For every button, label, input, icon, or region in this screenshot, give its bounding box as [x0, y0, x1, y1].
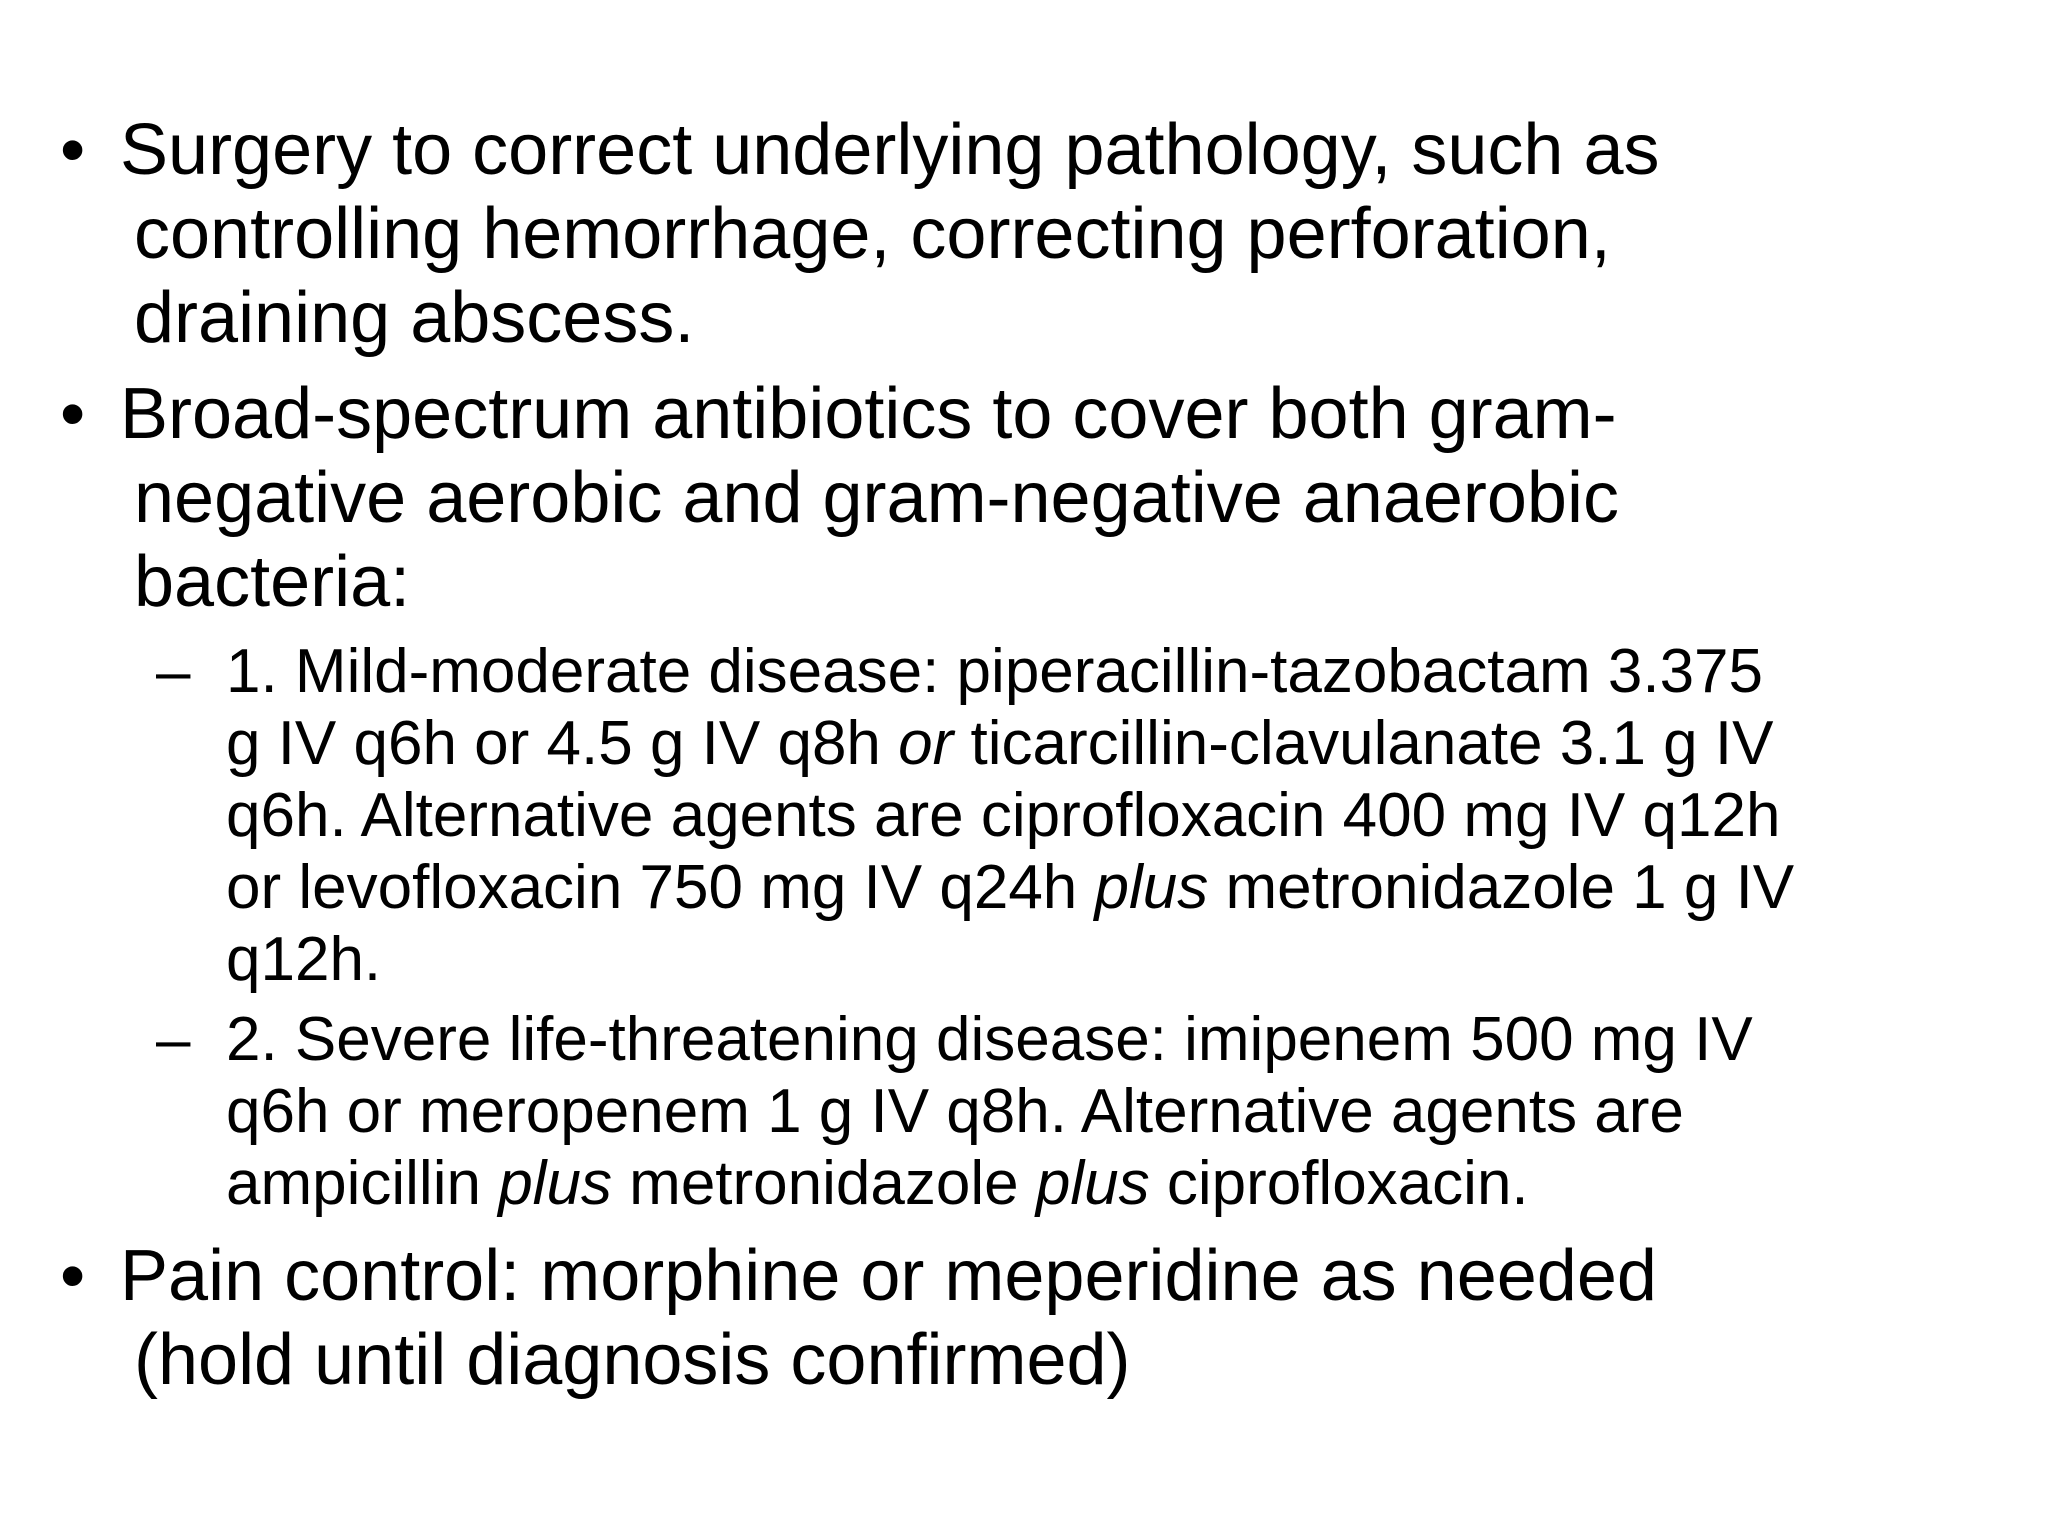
bullet-text-line: controlling hemorrhage, correcting perforation, [134, 194, 1611, 274]
text-run: metronidazole 1 g IV [1208, 853, 1795, 922]
bullet-text-line: Surgery to correct underlying pathology, such as [120, 110, 1660, 190]
text-run: ticarcillin-clavulanate 3.1 g IV [953, 709, 1774, 778]
text-run: ciprofloxacin. [1149, 1149, 1529, 1218]
bullet-marker: • [60, 110, 86, 190]
subitem-text-line: 2. Severe life-threatening disease: imipenem 500 mg IV [226, 1005, 1753, 1074]
italic-text-run: plus [1035, 1149, 1150, 1218]
subitem-severe [156, 1004, 1956, 1220]
subitem-text-line: q6h or meropenem 1 g IV q8h. Alternative agents are [226, 1077, 1684, 1146]
dash-marker: – [156, 637, 191, 706]
subitem-mild-moderate [156, 636, 1956, 996]
antibiotic-sublist [56, 636, 1956, 1220]
text-run: or levofloxacin 750 mg IV q24h [226, 853, 1095, 922]
bullet-text-line: (hold until diagnosis confirmed) [134, 1320, 1131, 1400]
subitem-text-line: q6h. Alternative agents are ciprofloxacin 400 mg IV q12h [226, 781, 1781, 850]
text-run: ampicillin [226, 1149, 499, 1218]
bullet-antibiotics [56, 372, 1956, 624]
bullet-text-line: bacteria: [134, 542, 411, 622]
bullet-marker: • [60, 374, 86, 454]
italic-text-run: plus [498, 1149, 612, 1218]
bullet-marker: • [60, 1236, 86, 1316]
subitem-text-line: 1. Mild-moderate disease: piperacillin-tazobactam 3.375 [226, 637, 1764, 706]
slide-body [56, 108, 1956, 1414]
bullet-surgery [56, 108, 1956, 360]
text-run: g IV q6h or 4.5 g IV q8h [226, 709, 899, 778]
bullet-text-line: negative aerobic and gram-negative anaerobic [134, 458, 1619, 538]
subitem-text-line [226, 852, 1956, 924]
bullet-text-line: Pain control: morphine or meperidine as needed [120, 1236, 1657, 1316]
subitem-text-line [226, 1148, 1956, 1220]
bullet-pain-control [56, 1234, 1956, 1402]
subitem-text-line: q12h. [226, 925, 382, 994]
italic-text-run: plus [1094, 853, 1209, 922]
text-run: metronidazole [611, 1149, 1036, 1218]
subitem-text-line [226, 708, 1956, 780]
italic-text-run: or [898, 709, 954, 778]
dash-marker: – [156, 1005, 191, 1074]
bullet-text-line: Broad-spectrum antibiotics to cover both gram- [120, 374, 1617, 454]
bullet-text-line: draining abscess. [134, 278, 695, 358]
